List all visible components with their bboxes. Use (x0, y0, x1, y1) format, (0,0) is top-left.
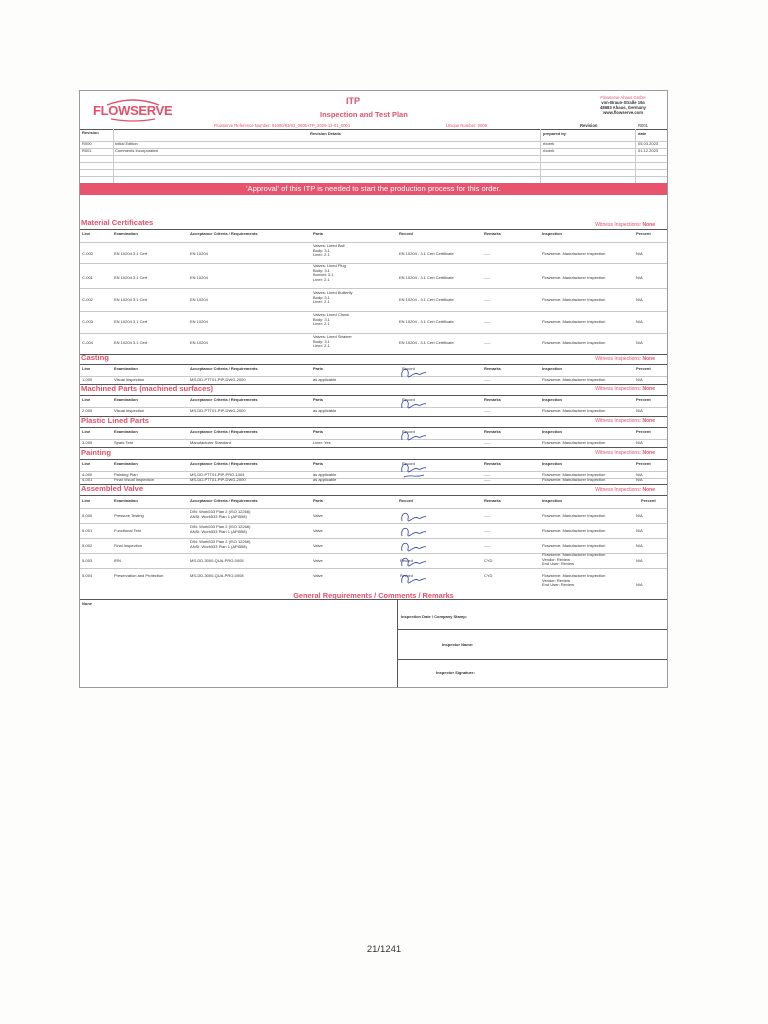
divider (540, 129, 541, 183)
row-percent: N/A (636, 340, 643, 345)
col-examination-header: Examination (114, 366, 138, 371)
row-remarks: ----- (484, 543, 491, 548)
row-inspection: Flowserve: Manufacturer Inspection (542, 543, 606, 548)
col-parts-header: Parts (313, 366, 324, 371)
row-remarks: ----- (484, 408, 491, 413)
col-examination-header: Examination (114, 397, 138, 402)
revision-row-0-date: 05.03.2023 (638, 141, 659, 146)
row-line: C-004 (82, 340, 93, 345)
logo-underline-icon (93, 118, 173, 124)
section-title-material: Material Certificates (81, 218, 154, 227)
row-percent: N/A (636, 297, 643, 302)
divider (80, 416, 667, 417)
parts-line: Body: 3.1 (313, 247, 330, 253)
revision-row-1-date: 01.12.2023 (638, 148, 659, 153)
row-criteria: Manufacturer Standard (190, 440, 231, 445)
col-record-header: Record (399, 498, 413, 503)
row-exam: Pressure Testing (114, 513, 144, 518)
row-record: Record (402, 397, 415, 402)
col-remarks-header: Remarks (484, 429, 501, 434)
row-criteria: MS-DD-3000-QUA-PRO-0005 (190, 558, 244, 563)
row-exam: Functional Test (114, 528, 141, 533)
witness-value: None (642, 487, 655, 493)
parts-line: Liner: 2.1 (313, 299, 330, 305)
reference-number: Flowserve Reference Number: 51000/63/01_0005-ITP_2025-12-01_0001 (214, 123, 351, 128)
row-line: 5-004 (82, 573, 93, 578)
col-examination-header: Examination (114, 231, 138, 236)
col-examination-header: Examination (114, 429, 138, 434)
section-title-casting: Casting (81, 353, 109, 362)
company-street: von-Braun-Straße 19a (601, 100, 645, 105)
col-parts-header: Parts (313, 397, 324, 402)
signature-5-002 (398, 539, 428, 555)
row-record: Record (400, 558, 413, 563)
row-remarks: ----- (484, 472, 491, 477)
col-inspection-header: Inspection (542, 429, 563, 434)
inspection-line: Flowserve: Manufacturer Inspection (542, 573, 606, 578)
row-exam: EN 10204 3.1 Cert (114, 340, 148, 345)
approval-banner (80, 183, 667, 195)
row-inspection: Flowserve: Manufacturer Inspection (542, 297, 606, 302)
row-line: C-003 (82, 319, 93, 324)
divider (80, 538, 667, 539)
row-parts: Valve (313, 558, 323, 563)
divider (80, 508, 667, 509)
parts-line: Liner: 2.1 (313, 321, 330, 327)
section-title-general: General Requirements / Comments / Remarks (293, 591, 454, 600)
witness-value: None (642, 386, 655, 392)
row-percent: N/A (636, 543, 643, 548)
row-inspection: Flowserve: Manufacturer Inspection (542, 408, 606, 413)
divider (113, 129, 114, 183)
row-parts (313, 291, 353, 305)
row-exam: EN 10204 3.1 Cert (114, 319, 148, 324)
row-criteria: EN 10204 (190, 275, 208, 280)
col-line-header: Line (82, 366, 91, 371)
row-record: Record (400, 573, 413, 578)
col-line-header: Line (82, 461, 91, 466)
row-criteria (190, 525, 250, 534)
row-exam: IRN (114, 558, 121, 563)
parts-line: Bonnet: 3.1 (313, 272, 334, 278)
section-title-plastic: Plastic Lined Parts (81, 416, 149, 425)
divider (80, 148, 667, 149)
row-criteria: MS-DD-PTT01-PIP-DWG-2000 (190, 408, 246, 413)
criteria-line: DIN: Work533 Plan 2 (ISO 12266) (190, 509, 251, 514)
col-remarks-header: Remarks (484, 231, 501, 236)
row-record: Record (402, 429, 415, 434)
signature-plastic (398, 428, 428, 446)
row-exam: Painting Plan (114, 472, 138, 477)
divider (80, 427, 667, 428)
witness-label: Witness Inspections: (595, 356, 642, 362)
row-parts (313, 313, 349, 327)
row-line: 3-000 (82, 440, 93, 445)
row-criteria (190, 510, 250, 519)
row-inspection: Flowserve: Manufacturer Inspection (542, 319, 606, 324)
col-criteria-header: Acceptance Criteria / Requirements (190, 397, 258, 402)
witness-inspections-material (595, 222, 655, 228)
approval-banner-text: 'Approval' of this ITP is needed to start the production process for this order. (246, 184, 501, 193)
details-col-header: Revision Details (310, 131, 341, 136)
divider (80, 495, 667, 496)
col-line-header: Line (82, 498, 91, 503)
col-inspection-header: Inspection (542, 498, 563, 503)
row-percent: N/A (636, 408, 643, 413)
criteria-line: DIN: Work533 Plan 2 (ISO 12266) (190, 524, 251, 529)
row-inspection: Flowserve: Manufacturer Inspection (542, 275, 606, 280)
divider (80, 176, 667, 177)
signature-casting (398, 365, 428, 383)
row-remarks: ----- (484, 477, 491, 482)
revision-row-0-prepared: rboerk (543, 141, 555, 146)
revision-value: R001 (638, 123, 649, 128)
page-title: ITP (346, 96, 361, 106)
divider (80, 229, 667, 230)
row-remarks: ----- (484, 319, 491, 324)
row-inspection: Flowserve: Manufacturer Inspection (542, 477, 606, 482)
row-parts: Liner: Yes (313, 440, 331, 445)
witness-label: Witness Inspections: (595, 418, 642, 424)
witness-label: Witness Inspections: (595, 487, 642, 493)
divider (80, 333, 667, 334)
row-parts: as applicable (313, 377, 337, 382)
row-record: EN 10204 - 3.1 Cert Certificate (399, 319, 454, 324)
row-parts (313, 244, 345, 258)
inspection-line: End User: Review (542, 582, 575, 588)
signature-5-003 (398, 554, 428, 570)
row-exam: EN 10204 3.1 Cert (114, 275, 148, 280)
row-inspection (542, 553, 605, 567)
row-percent: N/A (636, 251, 643, 256)
parts-line: Liner: 2.1 (313, 343, 330, 349)
divider (80, 354, 667, 355)
inspector-signature-label: Inspector Signature: (436, 670, 475, 675)
row-remarks: CYD (484, 558, 493, 563)
unique-number: Unique Number: 0005 (446, 123, 487, 128)
page-number: 21/1241 (366, 944, 402, 955)
parts-line: Body: 3.1 (313, 267, 330, 273)
revision-label: Revision (580, 123, 598, 128)
divider (80, 263, 667, 264)
row-percent: N/A (636, 477, 643, 482)
inspection-line: End User: Review (542, 561, 575, 567)
witness-value: None (642, 222, 655, 228)
criteria-line: DIN: Work533 Plan 2 (ISO 12266) (190, 539, 251, 544)
row-parts: Valve (313, 573, 323, 578)
col-remarks-header: Remarks (484, 461, 501, 466)
row-line: 1-000 (82, 377, 93, 382)
parts-line: Liner: 2.1 (313, 276, 330, 282)
row-percent: N/A (636, 275, 643, 280)
section-title-assembled: Assembled Valve (81, 484, 144, 493)
divider (80, 395, 667, 396)
divider (80, 155, 667, 156)
row-percent: N/A (636, 377, 643, 382)
row-remarks: ----- (484, 377, 491, 382)
row-line: 4-001 (82, 477, 93, 482)
divider (80, 311, 667, 312)
row-criteria: MS-DD-PTT01-PIP-PRO-1004 (190, 472, 245, 477)
row-inspection (542, 574, 605, 588)
divider (80, 129, 667, 130)
divider (80, 484, 667, 485)
row-exam: Final Inspection (114, 543, 143, 548)
col-line-header: Line (82, 231, 91, 236)
prepared-col-header: prepared by (543, 131, 566, 136)
witness-inspections-plastic (595, 418, 655, 424)
company-name: Flowserve Ahaus GmbH (600, 95, 646, 100)
row-percent: N/A (636, 528, 643, 533)
divider (397, 599, 398, 687)
col-criteria-header: Acceptance Criteria / Requirements (190, 366, 258, 371)
col-remarks-header: Remarks (484, 366, 501, 371)
row-exam: EN 10204 3.1 Cert (114, 297, 148, 302)
page-subtitle: Inspection and Test Plan (320, 110, 408, 119)
witness-value: None (642, 418, 655, 424)
row-record: EN 10204 - 3.1 Cert Certificate (399, 297, 454, 302)
parts-line: Body: 3.1 (313, 338, 330, 344)
row-inspection: Flowserve: Manufacturer Inspection (542, 528, 606, 533)
row-inspection: Flowserve: Manufacturer Inspection (542, 513, 606, 518)
row-criteria: EN 10204 (190, 319, 208, 324)
col-percent-header: Percent (636, 397, 651, 402)
row-inspection: Flowserve: Manufacturer Inspection (542, 377, 606, 382)
row-line: 4-000 (82, 472, 93, 477)
company-web: www.flowserve.com (603, 110, 643, 115)
row-line: C-002 (82, 297, 93, 302)
divider (80, 162, 667, 163)
row-parts: as applicable (313, 472, 337, 477)
row-criteria: EN 10204 (190, 297, 208, 302)
company-city: 48683 Ahaus, Germany (600, 105, 646, 110)
section-title-painting: Painting (81, 448, 111, 457)
col-inspection-header: Inspection (542, 231, 563, 236)
divider (80, 169, 667, 170)
divider (635, 129, 636, 183)
row-parts: as applicable (313, 477, 337, 482)
parts-line: Body: 3.1 (313, 294, 330, 300)
divider (397, 629, 667, 630)
row-inspection: Flowserve: Manufacturer Inspection (542, 251, 606, 256)
parts-line: Valves: Lined Ball (313, 243, 345, 248)
col-parts-header: Parts (313, 498, 324, 503)
criteria-line: ANSI: Work533 Plan 1 (API598) (190, 543, 247, 549)
col-examination-header: Examination (114, 498, 138, 503)
col-remarks-header: Remarks (484, 397, 501, 402)
row-remarks: ----- (484, 297, 491, 302)
col-criteria-header: Acceptance Criteria / Requirements (190, 429, 258, 434)
row-record: Record (402, 366, 415, 371)
row-inspection: Flowserve: Manufacturer Inspection (542, 340, 606, 345)
col-percent-header: Percent (636, 366, 651, 371)
parts-line: Body: 3.1 (313, 316, 330, 322)
row-parts: Valve (313, 543, 323, 548)
col-parts-header: Parts (313, 461, 324, 466)
row-record: Record (402, 461, 415, 466)
revision-col-header: Revision (82, 130, 99, 135)
itp-sheet (79, 90, 668, 688)
row-parts (313, 335, 352, 349)
signature-5-004 (398, 571, 428, 587)
col-inspection-header: Inspection (542, 366, 563, 371)
row-remarks: ----- (484, 251, 491, 256)
general-value: None (82, 601, 92, 606)
inspection-date-label: Inspection Date / Company Stamp: (401, 614, 468, 619)
col-parts-header: Parts (313, 231, 324, 236)
logo-text: FLOWSERVE (93, 103, 173, 118)
row-remarks: CYD (484, 573, 493, 578)
revision-row-1-details: Comments Incorporated (115, 148, 158, 153)
row-percent: N/A (636, 513, 643, 518)
col-criteria-header: Acceptance Criteria / Requirements (190, 461, 258, 466)
inspector-name-label: Inspector Name: (442, 642, 474, 647)
row-record: EN 10204 - 3.1 Cert Certificate (399, 251, 454, 256)
row-criteria: MS-DD-PTT01-PIP-DWG-2000 (190, 477, 246, 482)
signature-painting (398, 460, 428, 480)
inspection-line: Flowserve: Manufacturer Inspection (542, 552, 606, 557)
witness-label: Witness Inspections: (595, 386, 642, 392)
row-exam: EN 10204 3.1 Cert (114, 251, 148, 256)
row-exam: Visual Inspection (114, 408, 145, 413)
row-parts: Valve (313, 528, 323, 533)
section-title-machined: Machined Parts (machined surfaces) (81, 384, 214, 393)
revision-row-0-rev: R000 (82, 141, 92, 146)
signature-5-001 (398, 524, 428, 540)
witness-inspections-machined (595, 386, 655, 392)
divider (80, 447, 667, 448)
parts-line: Valves: Lined Check (313, 312, 350, 317)
row-percent: N/A (636, 582, 643, 587)
row-exam: Preservation and Protection (114, 573, 164, 578)
witness-label: Witness Inspections: (595, 450, 642, 456)
row-criteria: EN 10204 (190, 251, 208, 256)
parts-line: Valves: Lined Strainer (313, 334, 352, 339)
criteria-line: ANSI: Work533 Plan 1 (API598) (190, 528, 247, 534)
revision-row-0-details: Initial Edition (115, 141, 138, 146)
revision-row-1-rev: R001 (82, 148, 92, 153)
divider (397, 659, 667, 660)
row-criteria (190, 540, 250, 549)
row-remarks: ----- (484, 528, 491, 533)
row-line: 2-000 (82, 408, 93, 413)
row-remarks: ----- (484, 513, 491, 518)
inspection-line: Vendor: Review (542, 577, 571, 583)
witness-value: None (642, 356, 655, 362)
signature-machined (398, 396, 428, 414)
col-inspection-header: Inspection (542, 397, 563, 402)
col-percent-header: Percent (636, 461, 651, 466)
row-remarks: ----- (484, 275, 491, 280)
divider (80, 242, 667, 243)
row-inspection: Flowserve: Manufacturer Inspection (542, 440, 606, 445)
col-percent-header: Percent (636, 231, 651, 236)
row-criteria: MS-DD-3000-QUA-PRO-0008 (190, 573, 244, 578)
company-address (578, 95, 668, 115)
witness-inspections-assembled (595, 487, 655, 493)
divider (80, 364, 667, 365)
col-percent-header: Percent (641, 498, 656, 503)
col-inspection-header: Inspection (542, 461, 563, 466)
divider (80, 523, 667, 524)
date-col-header: date (638, 131, 647, 136)
row-parts: Valve (313, 513, 323, 518)
row-inspection: Flowserve: Manufacturer Inspection (542, 472, 606, 477)
witness-value: None (642, 450, 655, 456)
col-line-header: Line (82, 429, 91, 434)
row-exam: Visual Inspection (114, 377, 145, 382)
row-line: 5-003 (82, 558, 93, 563)
parts-line: Valves: Lined Butterfly (313, 290, 353, 295)
row-percent: N/A (636, 558, 643, 563)
divider (80, 459, 667, 460)
flowserve-logo (93, 97, 173, 119)
divider (80, 141, 667, 142)
row-exam: Final Visual Inspection (114, 477, 154, 482)
parts-line: Liner: 2.1 (313, 252, 330, 258)
col-line-header: Line (82, 397, 91, 402)
col-remarks-header: Remarks (484, 498, 501, 503)
witness-inspections-casting (595, 356, 655, 362)
signature-5-000 (398, 509, 428, 525)
row-record: EN 10204 - 3.1 Cert Certificate (399, 340, 454, 345)
row-remarks: ----- (484, 440, 491, 445)
row-percent: N/A (636, 472, 643, 477)
row-line: 5-000 (82, 513, 93, 518)
row-percent: N/A (636, 440, 643, 445)
row-exam: Spark Test (114, 440, 133, 445)
row-percent: N/A (636, 319, 643, 324)
row-line: C-001 (82, 275, 93, 280)
row-criteria: MS-DD-PTT01-PIP-DWG-2000 (190, 377, 246, 382)
row-record: EN 10204 - 3.1 Cert Certificate (399, 275, 454, 280)
divider (80, 568, 667, 569)
parts-line: Valves: Lined Plug (313, 263, 346, 268)
row-line: 5-002 (82, 543, 93, 548)
col-criteria-header: Acceptance Criteria / Requirements (190, 231, 258, 236)
col-percent-header: Percent (636, 429, 651, 434)
col-parts-header: Parts (313, 429, 324, 434)
witness-inspections-painting (595, 450, 655, 456)
col-criteria-header: Acceptance Criteria / Requirements (190, 498, 258, 503)
row-parts (313, 264, 346, 282)
row-parts: as applicable (313, 408, 337, 413)
row-remarks: ----- (484, 340, 491, 345)
revision-row-1-prepared: rboerk (543, 148, 555, 153)
inspection-line: Vendor: Review (542, 556, 571, 562)
col-record-header: Record (399, 231, 413, 236)
row-line: C-000 (82, 251, 93, 256)
row-criteria: EN 10204 (190, 340, 208, 345)
col-examination-header: Examination (114, 461, 138, 466)
divider (80, 288, 667, 289)
witness-label: Witness Inspections: (595, 222, 642, 228)
criteria-line: ANSI: Work533 Plan 1 (API598) (190, 513, 247, 519)
row-line: 5-001 (82, 528, 93, 533)
